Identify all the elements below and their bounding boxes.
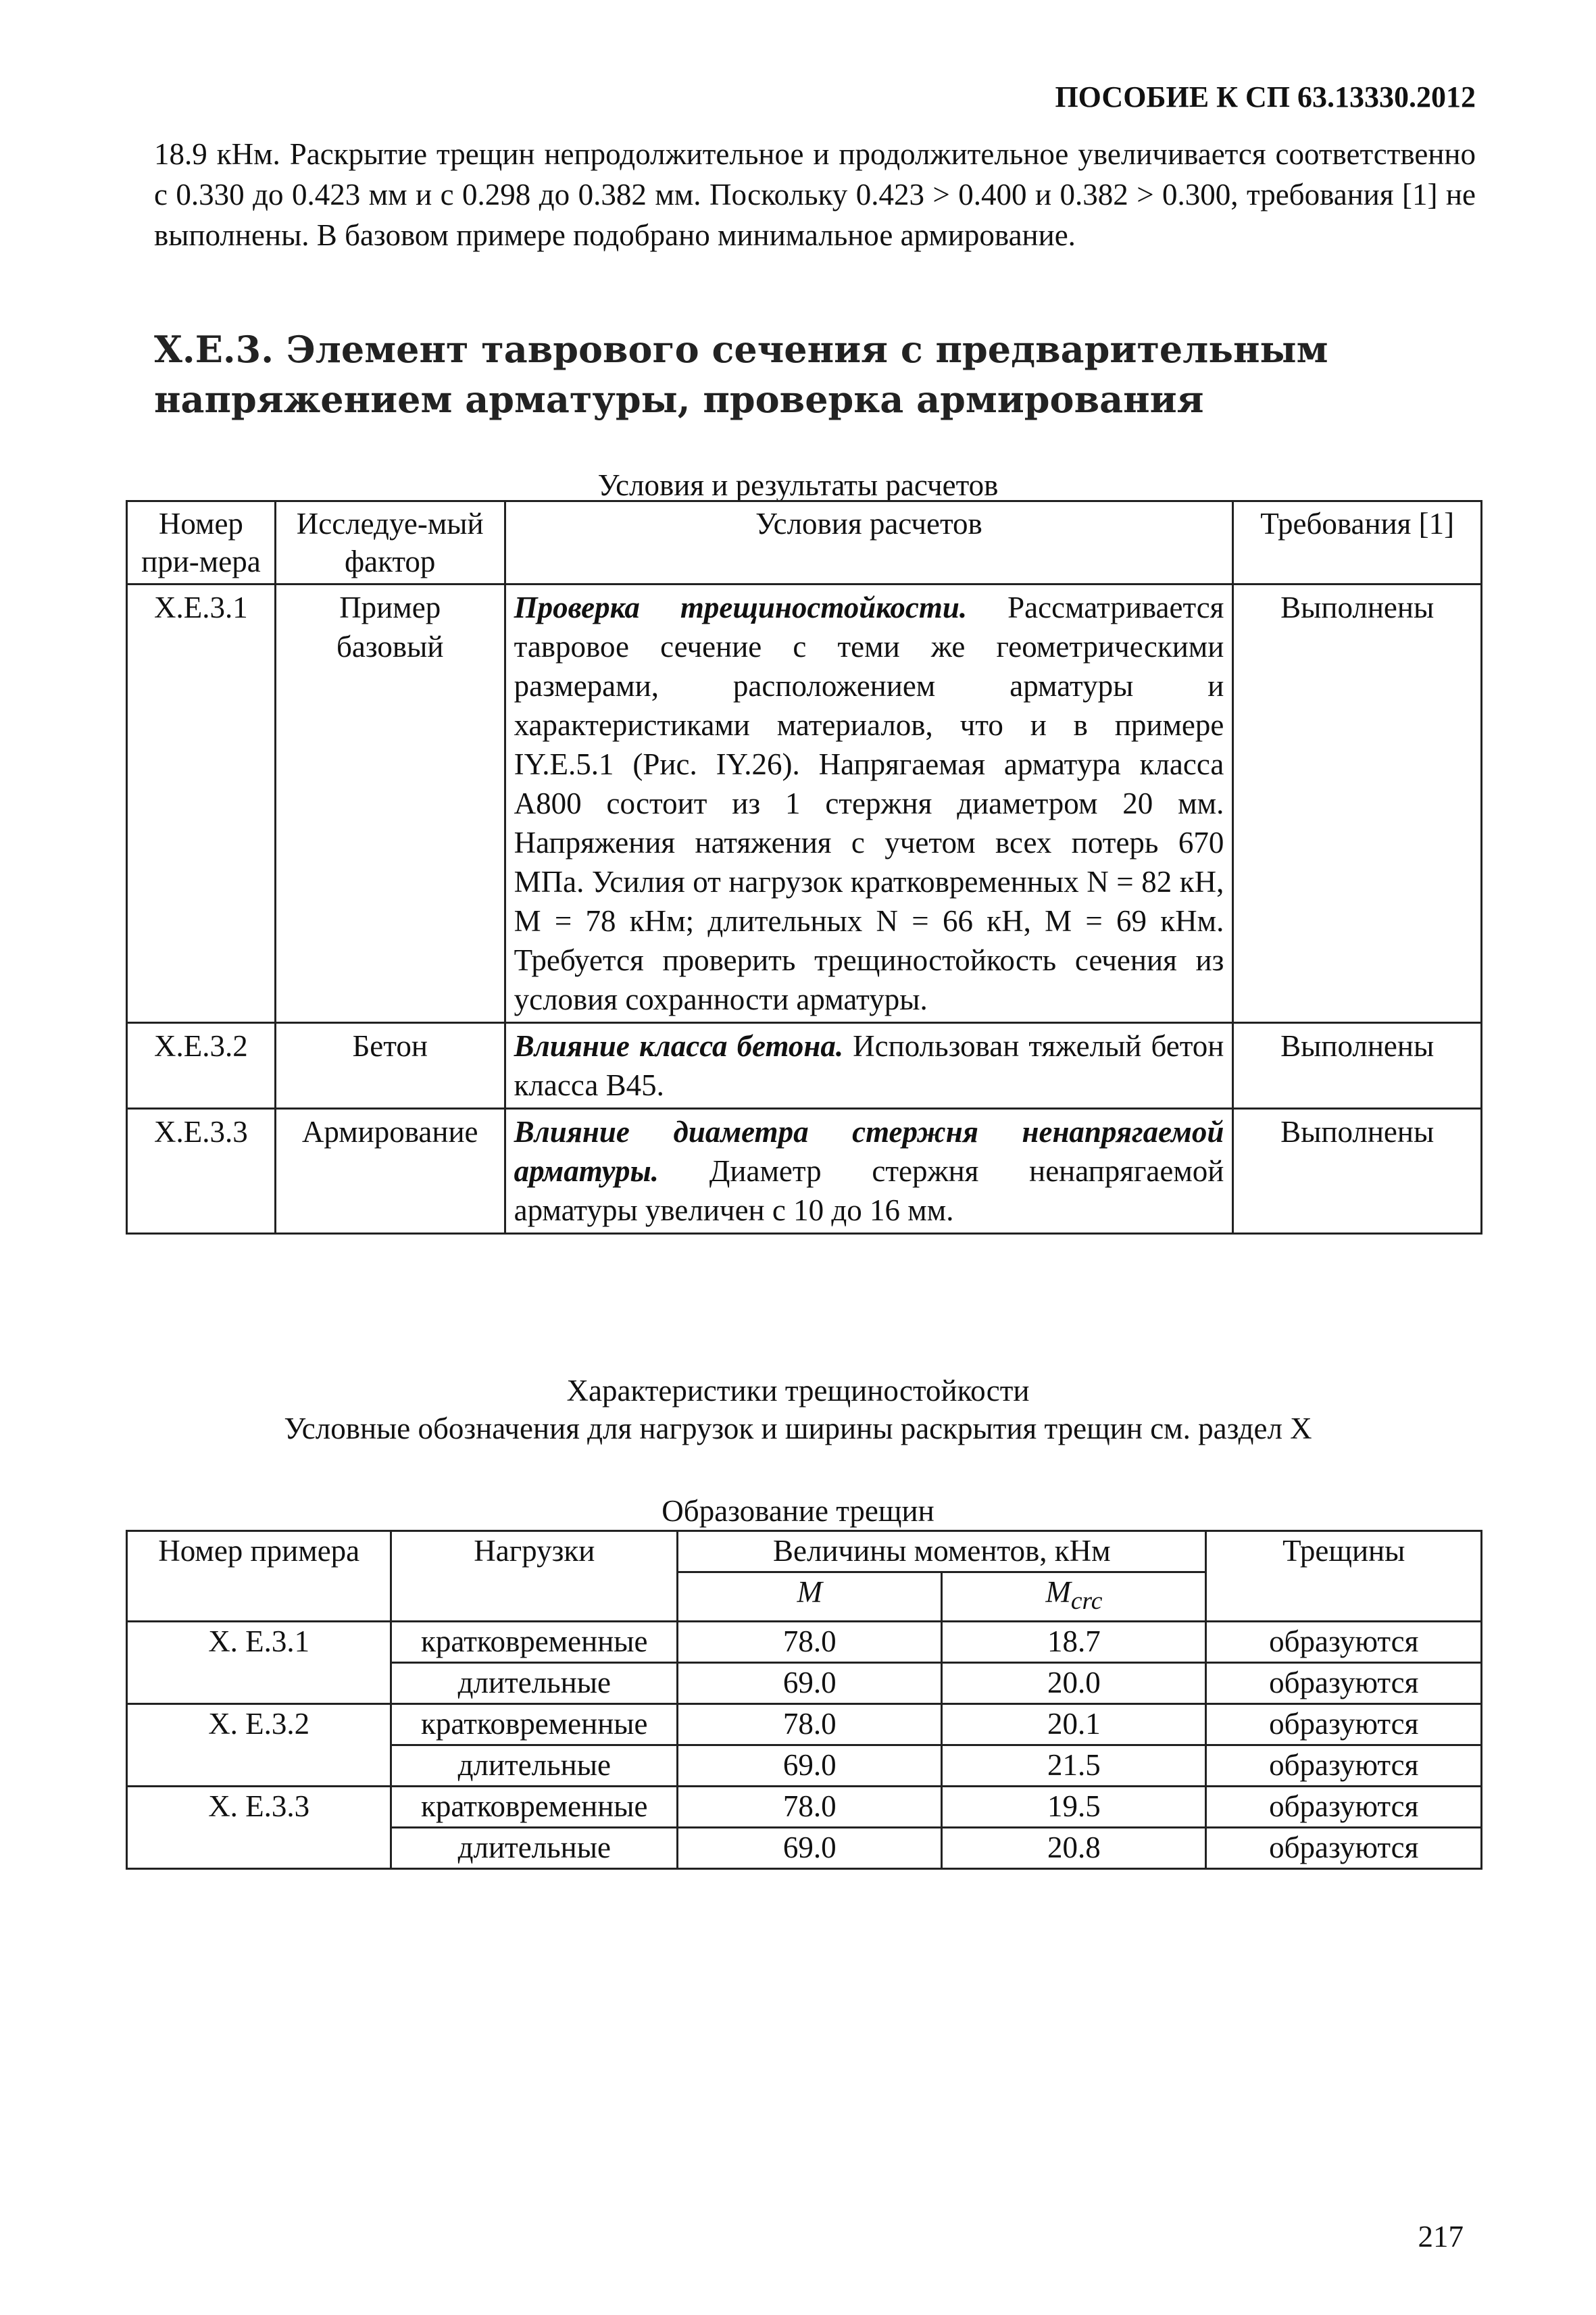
- example-id: Х. Е.3.2: [127, 1704, 391, 1787]
- moment-m: 69.0: [678, 1828, 942, 1869]
- moment-m: 78.0: [678, 1787, 942, 1828]
- description-text: Диаметр стержня ненапрягаемой арматуры увеличен с 10 до 16 мм.: [514, 1154, 1224, 1227]
- crack-status: образуются: [1206, 1663, 1482, 1704]
- example-id: Х. Е.3.3: [127, 1787, 391, 1869]
- page-header: ПОСОБИЕ К СП 63.13330.2012: [1055, 80, 1476, 114]
- crack-header-row: [127, 1531, 1482, 1572]
- load-type: длительные: [391, 1828, 678, 1869]
- crack-table-caption: Образование трещин: [662, 1494, 934, 1528]
- conditions-table: [126, 500, 1482, 1235]
- header-mcrc-symbol: M: [1045, 1575, 1071, 1609]
- example-id: Х.Е.3.2: [127, 1023, 276, 1109]
- description-lead: Проверка трещиностойкости.: [514, 591, 968, 624]
- section-title: Х.Е.3. Элемент таврового сечения с предварительным напряжением арматуры, проверка армирования: [154, 328, 1328, 421]
- moment-mcrc: 20.1: [942, 1704, 1206, 1745]
- table-row: [127, 584, 1482, 1023]
- example-id: Х.Е.3.1: [127, 584, 276, 1023]
- header-m: M: [678, 1572, 942, 1622]
- moment-m: 78.0: [678, 1704, 942, 1745]
- example-id: Х. Е.3.1: [127, 1622, 391, 1704]
- header-example-number: Номер при-мера: [127, 501, 276, 584]
- conditions-description: [505, 1109, 1233, 1234]
- moment-m: 78.0: [678, 1622, 942, 1663]
- crack-characteristics-subtitle: Условные обозначения для нагрузок и ширины раскрытия трещин см. раздел Х: [284, 1412, 1312, 1445]
- conditions-description: [505, 584, 1233, 1023]
- load-type: кратковременные: [391, 1787, 678, 1828]
- requirement-status: Выполнены: [1233, 584, 1482, 1023]
- load-type: длительные: [391, 1663, 678, 1704]
- header-loads: Нагрузки: [391, 1531, 678, 1622]
- factor: Пример базовый: [275, 584, 505, 1023]
- requirement-status: Выполнены: [1233, 1023, 1482, 1109]
- conditions-header-row: [127, 501, 1482, 584]
- moment-mcrc: 21.5: [942, 1745, 1206, 1787]
- description-text: Использован тяжелый бетон класса В45.: [514, 1029, 1224, 1102]
- moment-mcrc: 19.5: [942, 1787, 1206, 1828]
- description-lead: Влияние класса бетона.: [514, 1029, 844, 1063]
- conditions-description: [505, 1023, 1233, 1109]
- table-row: [127, 1109, 1482, 1234]
- crack-status: образуются: [1206, 1787, 1482, 1828]
- page-number: 217: [1418, 2220, 1464, 2254]
- moment-m: 69.0: [678, 1663, 942, 1704]
- crack-status: образуются: [1206, 1622, 1482, 1663]
- crack-status: образуются: [1206, 1704, 1482, 1745]
- crack-characteristics-title: Характеристики трещиностойкости: [566, 1374, 1030, 1408]
- header-requirements: Требования [1]: [1233, 501, 1482, 584]
- intro-paragraph: 18.9 кНм. Раскрытие трещин непродолжительное и продолжительное увеличивается соответственно с 0.330 до 0.423 мм и с 0.298 до 0.382 мм. Поскольку 0.423 > 0.400 и 0.382 > 0.300, требования [1] не выполнены. В базовом примере подобрано минимальное армирование.: [154, 137, 1476, 252]
- table-row: [127, 1023, 1482, 1109]
- crack-formation-table: [126, 1530, 1482, 1870]
- factor: Бетон: [275, 1023, 505, 1109]
- load-type: кратковременные: [391, 1704, 678, 1745]
- table-row: [127, 1787, 1482, 1828]
- moment-m: 69.0: [678, 1745, 942, 1787]
- header-moments: Величины моментов, кНм: [678, 1531, 1206, 1572]
- header-mcrc: [942, 1572, 1206, 1622]
- factor: Армирование: [275, 1109, 505, 1234]
- header-cracks: Трещины: [1206, 1531, 1482, 1622]
- header-example-number: Номер примера: [127, 1531, 391, 1622]
- requirement-status: Выполнены: [1233, 1109, 1482, 1234]
- description-text: Рассматривается тавровое сечение с теми же геометрическими размерами, расположением арматуры и характеристиками материалов, что и в примере IY.E.5.1 (Рис. IY.26). Напрягаемая арматура класса А800 состоит из 1 стержня диаметром 20 мм. Напряжения натяжения с учетом всех потерь 670 МПа. Усилия от нагрузок кратковременных N = 82 кН, М = 78 кНм; длительных N = 66 кН, М = 69 кНм. Требуется проверить трещиностойкость сечения из условия сохранности арматуры.: [514, 591, 1224, 1016]
- description-lead: Влияние диаметра стержня ненапрягаемой арматуры.: [514, 1115, 1224, 1188]
- load-type: кратковременные: [391, 1622, 678, 1663]
- moment-mcrc: 18.7: [942, 1622, 1206, 1663]
- conditions-table-caption: Условия и результаты расчетов: [597, 468, 999, 502]
- header-conditions: Условия расчетов: [505, 501, 1233, 584]
- example-id: Х.Е.3.3: [127, 1109, 276, 1234]
- table-row: [127, 1704, 1482, 1745]
- crack-status: образуются: [1206, 1828, 1482, 1869]
- moment-mcrc: 20.0: [942, 1663, 1206, 1704]
- moment-mcrc: 20.8: [942, 1828, 1206, 1869]
- load-type: длительные: [391, 1745, 678, 1787]
- header-factor: Исследуе-мый фактор: [275, 501, 505, 584]
- table-row: [127, 1622, 1482, 1663]
- header-mcrc-subscript: crc: [1070, 1587, 1103, 1615]
- crack-status: образуются: [1206, 1745, 1482, 1787]
